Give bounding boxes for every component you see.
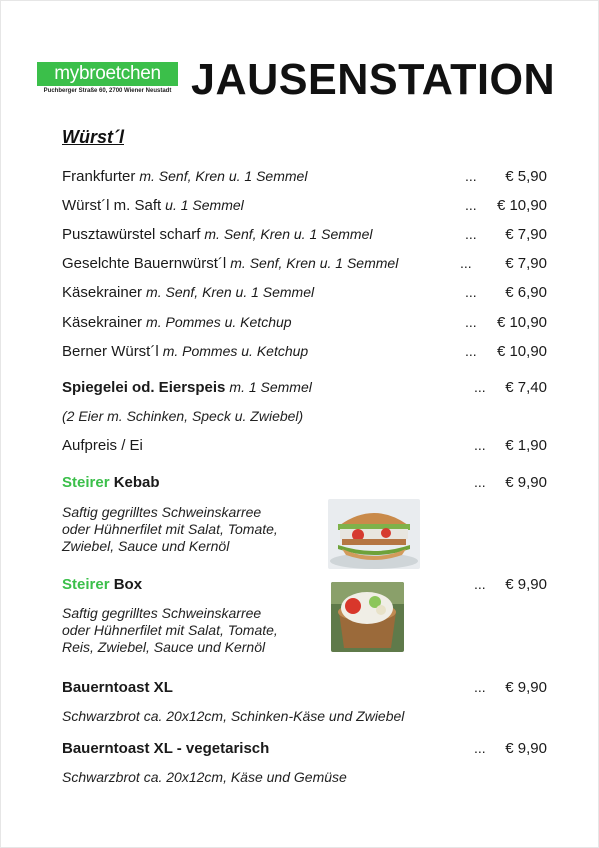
item-name: Käsekrainer m. Senf, Kren u. 1 Semmel <box>62 284 315 301</box>
brand-logo <box>37 62 178 86</box>
item-name: Pusztawürstel scharf m. Senf, Kren u. 1 Semmel <box>62 226 373 243</box>
item-name: Steirer Kebab <box>62 474 160 491</box>
item-name: Spiegelei od. Eierspeis m. 1 Semmel <box>62 379 312 396</box>
item-description-line: Saftig gegrilltes Schweinskarree <box>62 504 262 520</box>
item-name: Frankfurter m. Senf, Kren u. 1 Semmel <box>62 168 308 185</box>
item-description-line: Saftig gegrilltes Schweinskarree <box>62 605 262 621</box>
item-price: € 7,90 <box>505 226 547 243</box>
brand-address: Puchberger Straße 60, 2700 Wiener Neustadt <box>43 88 172 94</box>
item-price: € 9,90 <box>505 474 547 491</box>
menu-item-extra <box>62 437 547 457</box>
item-name: Steirer Box <box>62 576 143 593</box>
item-dots: ... <box>474 679 486 695</box>
menu-item-toast <box>62 679 547 699</box>
section-title: Würst´l <box>62 127 124 147</box>
item-description-line: Zwiebel, Sauce und Kernöl <box>62 538 230 554</box>
item-dots: ... <box>465 226 477 242</box>
item-price: € 10,90 <box>496 343 547 360</box>
item-dots: ... <box>474 740 486 756</box>
item-price: € 7,90 <box>505 255 547 272</box>
menu-item-toast-veg <box>62 740 547 760</box>
item-name: Käsekrainer m. Pommes u. Ketchup <box>62 314 292 331</box>
item-price: € 10,90 <box>496 197 547 214</box>
item-description-line: oder Hühnerfilet mit Salat, Tomate, <box>62 622 278 638</box>
item-description-line: oder Hühnerfilet mit Salat, Tomate, <box>62 521 278 537</box>
menu-item <box>62 314 547 334</box>
item-dots: ... <box>460 255 472 271</box>
menu-item-egg <box>62 379 547 399</box>
menu-item <box>62 343 547 363</box>
brand-logo-text: mybroetchen <box>54 63 161 84</box>
item-description-line: Reis, Zwiebel, Sauce und Kernöl <box>62 639 266 655</box>
item-dots: ... <box>465 314 477 330</box>
item-name: Bauerntoast XL <box>62 679 173 696</box>
kebab-box-photo <box>331 582 404 652</box>
item-name: Bauerntoast XL - vegetarisch <box>62 740 270 757</box>
item-name: Würst´l m. Saft u. 1 Semmel <box>62 197 244 214</box>
item-price: € 6,90 <box>505 284 547 301</box>
item-name: Aufpreis / Ei <box>62 437 143 454</box>
item-dots: ... <box>465 284 477 300</box>
item-dots: ... <box>474 379 486 395</box>
menu-item-kebab <box>62 474 547 494</box>
item-price: € 1,90 <box>505 437 547 454</box>
item-price: € 9,90 <box>505 679 547 696</box>
item-price: € 9,90 <box>505 740 547 757</box>
kebab-sandwich-photo <box>328 499 420 569</box>
menu-item-box <box>62 576 547 596</box>
menu-item <box>62 284 547 304</box>
item-dots: ... <box>465 197 477 213</box>
item-dots: ... <box>465 168 477 184</box>
item-price: € 10,90 <box>496 314 547 331</box>
item-price: € 5,90 <box>505 168 547 185</box>
menu-item <box>62 197 547 217</box>
item-price: € 7,40 <box>505 379 547 396</box>
item-description: Schwarzbrot ca. 20x12cm, Käse und Gemüse <box>62 769 347 785</box>
menu-item <box>62 168 547 188</box>
item-name: Geselchte Bauernwürst´l m. Senf, Kren u. 1 Semmel <box>62 255 399 272</box>
item-dots: ... <box>465 343 477 359</box>
item-dots: ... <box>474 576 486 592</box>
menu-item <box>62 255 547 275</box>
item-description: Schwarzbrot ca. 20x12cm, Schinken-Käse und Zwiebel <box>62 708 405 724</box>
item-price: € 9,90 <box>505 576 547 593</box>
item-dots: ... <box>474 437 486 453</box>
item-name: Berner Würst´l m. Pommes u. Ketchup <box>62 343 309 360</box>
page-title: JAUSENSTATION <box>191 55 556 104</box>
item-description: (2 Eier m. Schinken, Speck u. Zwiebel) <box>62 408 304 424</box>
menu-item <box>62 226 547 246</box>
item-dots: ... <box>474 474 486 490</box>
